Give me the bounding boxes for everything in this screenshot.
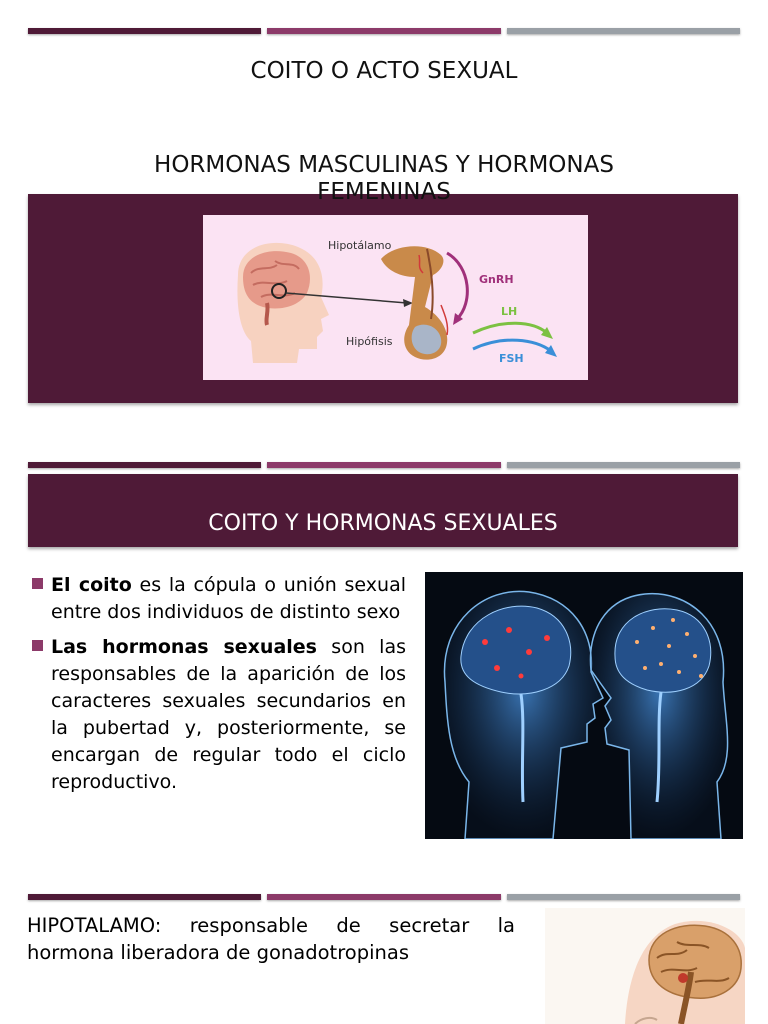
slide2-accent-bars	[28, 462, 740, 470]
top-accent-bars	[28, 28, 740, 36]
accent-bar-grey	[507, 894, 740, 900]
label-gnrh: GnRH	[479, 273, 514, 286]
head-brain-svg	[545, 908, 745, 1024]
male-head-icon	[444, 591, 603, 839]
fsh-arrow-icon	[473, 340, 551, 351]
accent-bar-dark	[28, 894, 261, 900]
accent-bar-mid	[267, 28, 500, 34]
bullet-square-icon	[32, 640, 43, 651]
bullet2-bold: Las hormonas sexuales	[51, 636, 317, 658]
accent-bar-grey	[507, 462, 740, 468]
label-lh: LH	[501, 305, 518, 318]
bullet1-bold: El coito	[51, 574, 132, 596]
bullet-square-icon	[32, 578, 43, 589]
gnrh-arrow-icon	[447, 253, 467, 319]
head-profile-icon	[237, 243, 329, 363]
accent-bar-mid	[267, 894, 500, 900]
hormone-axis-svg	[203, 215, 588, 380]
accent-bar-mid	[267, 462, 500, 468]
hormone-axis-diagram	[203, 215, 588, 380]
accent-bar-grey	[507, 28, 740, 34]
label-hypothalamus: Hipotálamo	[328, 239, 392, 252]
female-head-icon	[590, 594, 727, 839]
slide1-title: COITO O ACTO SEXUAL	[250, 58, 518, 84]
bullet1-text: es la cópula o unión sexual entre dos individuos de distinto sexo	[51, 574, 406, 623]
hipotalamo-text: HIPOTALAMO: responsable de secretar la hormona liberadora de gonadotropinas	[27, 914, 515, 964]
bullet2-text: son las responsables de la aparición de los caracteres sexuales secundarios en la pubertad y, posteriormente, se encargan de regular todo el ciclo reproductivo.	[51, 636, 406, 793]
slide3-accent-bars	[28, 894, 740, 902]
accent-bar-dark	[28, 28, 261, 34]
head-brain-image	[545, 908, 745, 1024]
bullet-hormonas	[32, 634, 406, 796]
bullet-coito	[32, 572, 406, 626]
label-pituitary: Hipófisis	[346, 335, 393, 348]
bullet-list	[32, 572, 406, 804]
brains-svg	[425, 572, 743, 839]
accent-bar-dark	[28, 462, 261, 468]
label-fsh: FSH	[499, 352, 524, 365]
slide1-subtitle: HORMONAS MASCULINAS Y HORMONAS FEMENINAS	[154, 152, 614, 205]
slide2-title: COITO Y HORMONAS SEXUALES	[208, 511, 558, 536]
slide2-title-banner	[28, 474, 738, 547]
lh-arrow-icon	[473, 323, 547, 333]
brains-image	[425, 572, 743, 839]
